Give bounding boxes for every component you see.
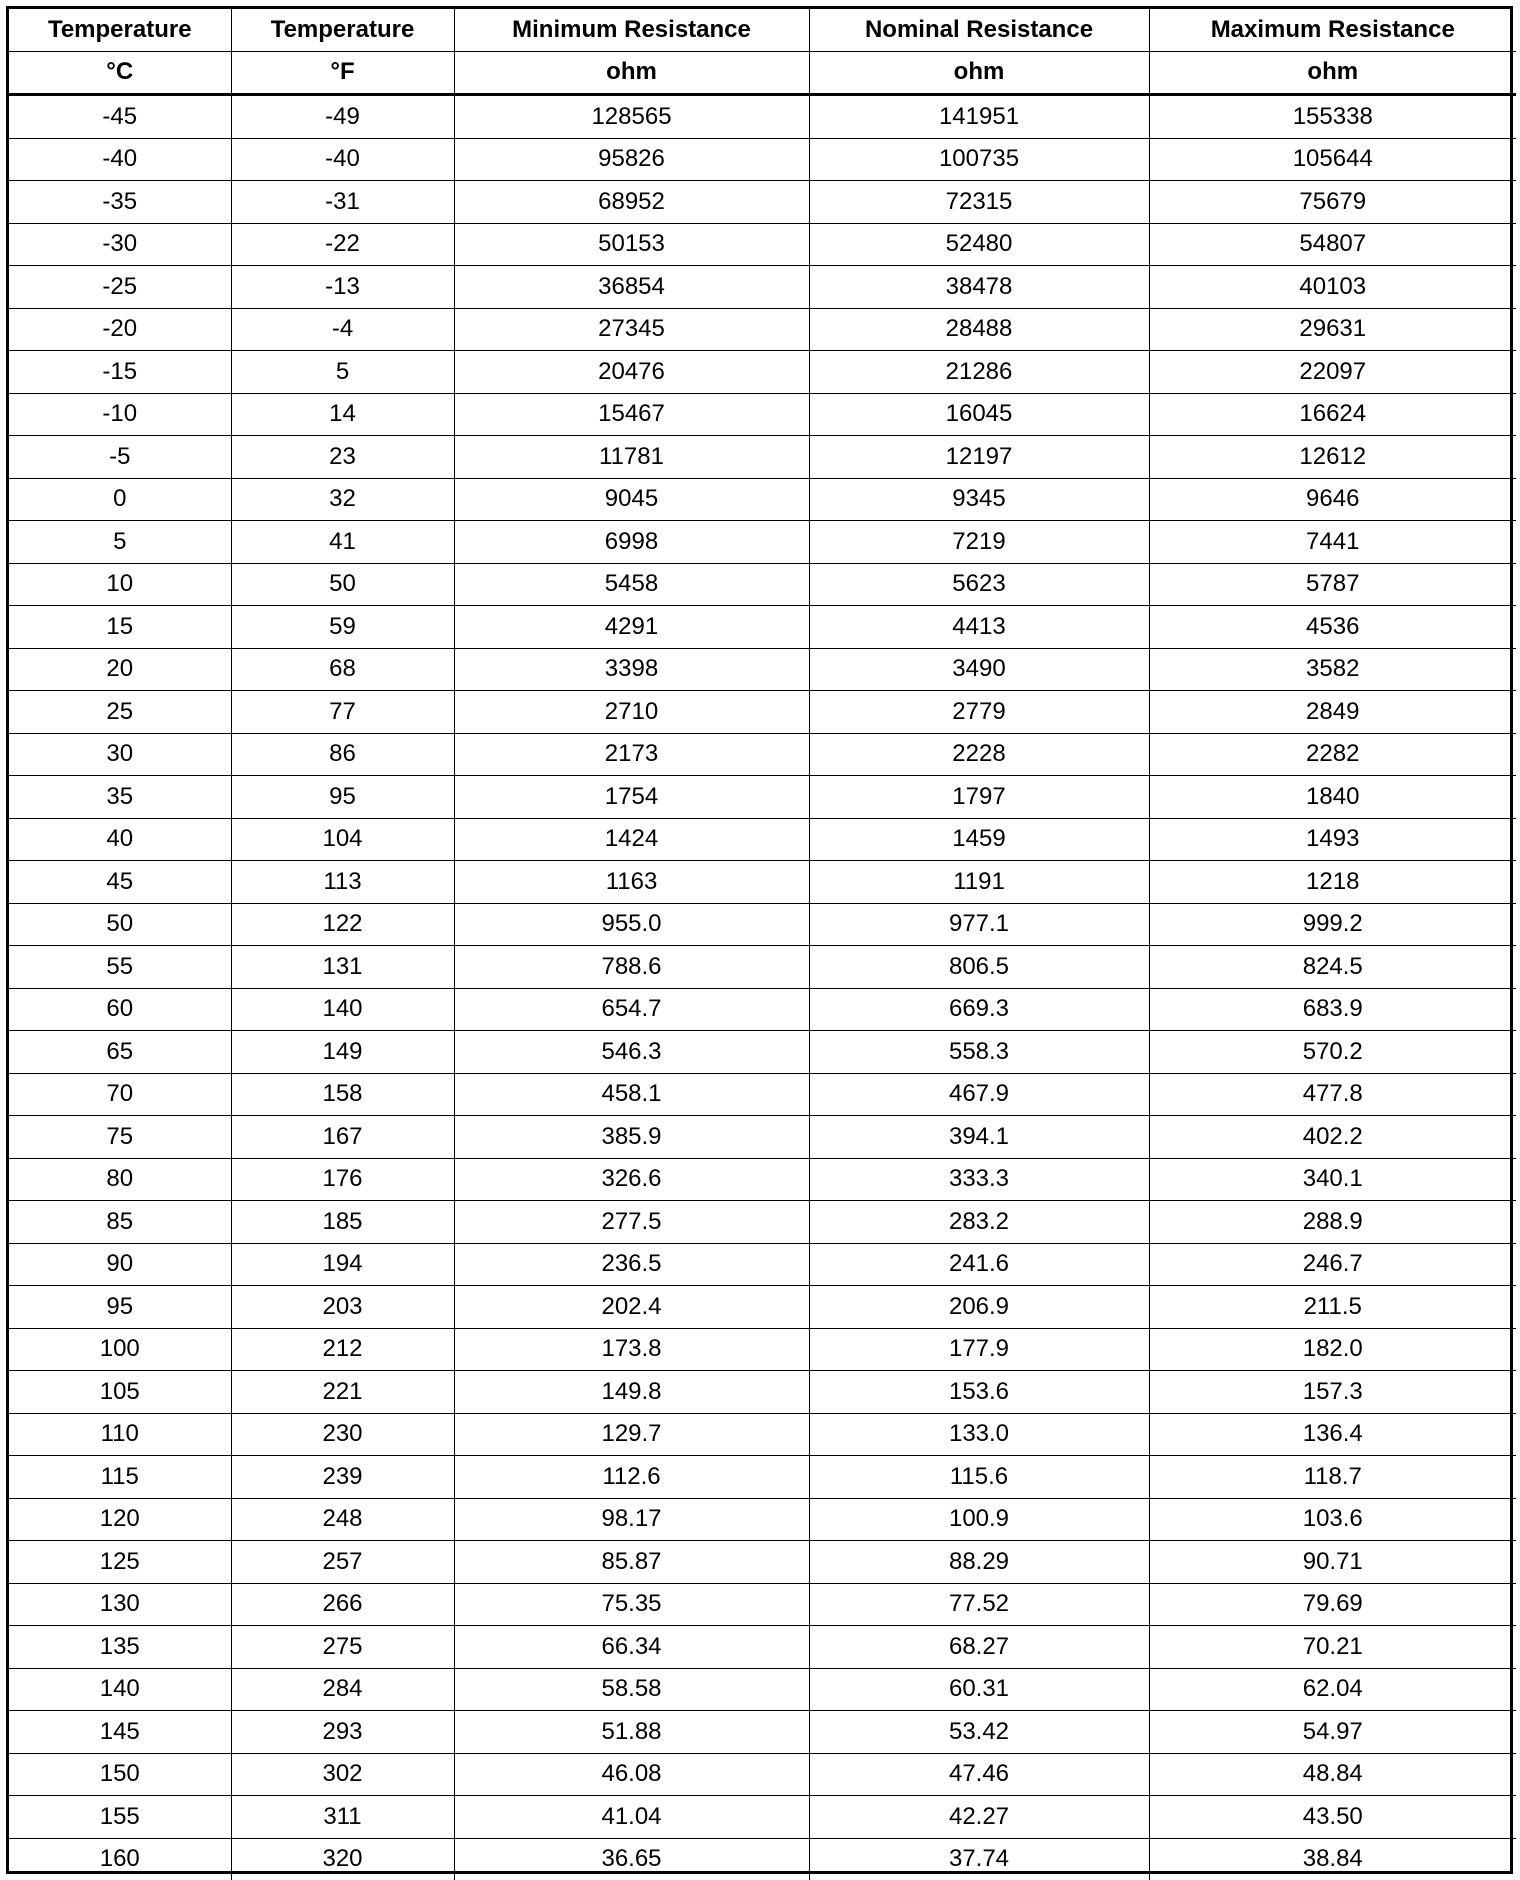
table-row (9, 1753, 1516, 1796)
table-row (9, 1286, 1516, 1329)
cell-temp-c: 35 (9, 776, 231, 819)
cell-nominal-resistance: 88.29 (809, 1541, 1149, 1584)
cell-max-resistance: 40103 (1149, 266, 1516, 309)
cell-max-resistance: 4536 (1149, 606, 1516, 649)
cell-temp-f: 320 (231, 1838, 454, 1880)
cell-nominal-resistance: 16045 (809, 393, 1149, 436)
cell-temp-c: -5 (9, 436, 231, 479)
cell-nominal-resistance: 133.0 (809, 1413, 1149, 1456)
cell-min-resistance: 149.8 (454, 1371, 809, 1414)
table-row (9, 691, 1516, 734)
cell-max-resistance: 7441 (1149, 521, 1516, 564)
cell-temp-c: -15 (9, 351, 231, 394)
cell-nominal-resistance: 53.42 (809, 1711, 1149, 1754)
table-row (9, 563, 1516, 606)
cell-max-resistance: 340.1 (1149, 1158, 1516, 1201)
cell-min-resistance: 36.65 (454, 1838, 809, 1880)
header-minimum-resistance: Minimum Resistance (454, 9, 809, 51)
cell-temp-c: 40 (9, 818, 231, 861)
cell-max-resistance: 3582 (1149, 648, 1516, 691)
cell-temp-f: 113 (231, 861, 454, 904)
cell-temp-f: 95 (231, 776, 454, 819)
cell-temp-f: 284 (231, 1668, 454, 1711)
cell-temp-c: 140 (9, 1668, 231, 1711)
cell-temp-f: 203 (231, 1286, 454, 1329)
cell-max-resistance: 48.84 (1149, 1753, 1516, 1796)
cell-temp-c: -20 (9, 308, 231, 351)
cell-nominal-resistance: 2228 (809, 733, 1149, 776)
table-row (9, 223, 1516, 266)
cell-max-resistance: 22097 (1149, 351, 1516, 394)
unit-celsius: °C (9, 51, 231, 95)
table-row (9, 733, 1516, 776)
cell-nominal-resistance: 12197 (809, 436, 1149, 479)
cell-temp-c: 150 (9, 1753, 231, 1796)
cell-temp-c: 145 (9, 1711, 231, 1754)
cell-max-resistance: 62.04 (1149, 1668, 1516, 1711)
cell-temp-f: 230 (231, 1413, 454, 1456)
cell-max-resistance: 2849 (1149, 691, 1516, 734)
cell-min-resistance: 5458 (454, 563, 809, 606)
cell-min-resistance: 50153 (454, 223, 809, 266)
cell-temp-f: 158 (231, 1073, 454, 1116)
unit-fahrenheit: °F (231, 51, 454, 95)
cell-min-resistance: 9045 (454, 478, 809, 521)
table-row (9, 1626, 1516, 1669)
cell-temp-f: 167 (231, 1116, 454, 1159)
cell-max-resistance: 16624 (1149, 393, 1516, 436)
cell-temp-f: 50 (231, 563, 454, 606)
cell-min-resistance: 546.3 (454, 1031, 809, 1074)
cell-min-resistance: 11781 (454, 436, 809, 479)
cell-temp-c: 95 (9, 1286, 231, 1329)
cell-nominal-resistance: 1459 (809, 818, 1149, 861)
cell-min-resistance: 66.34 (454, 1626, 809, 1669)
cell-max-resistance: 824.5 (1149, 946, 1516, 989)
table-row (9, 1073, 1516, 1116)
cell-max-resistance: 54807 (1149, 223, 1516, 266)
cell-temp-f: 302 (231, 1753, 454, 1796)
cell-temp-c: 50 (9, 903, 231, 946)
cell-min-resistance: 58.58 (454, 1668, 809, 1711)
cell-max-resistance: 12612 (1149, 436, 1516, 479)
table-row (9, 436, 1516, 479)
cell-temp-f: 68 (231, 648, 454, 691)
cell-max-resistance: 75679 (1149, 181, 1516, 224)
cell-temp-f: -22 (231, 223, 454, 266)
cell-min-resistance: 202.4 (454, 1286, 809, 1329)
table-header (9, 9, 1516, 95)
unit-row (9, 51, 1516, 95)
cell-temp-f: -13 (231, 266, 454, 309)
table-row (9, 988, 1516, 1031)
cell-temp-f: 293 (231, 1711, 454, 1754)
cell-temp-c: 85 (9, 1201, 231, 1244)
header-temperature-f: Temperature (231, 9, 454, 51)
cell-max-resistance: 1840 (1149, 776, 1516, 819)
table-row (9, 946, 1516, 989)
cell-nominal-resistance: 977.1 (809, 903, 1149, 946)
cell-temp-f: -49 (231, 95, 454, 139)
table-row (9, 1668, 1516, 1711)
cell-max-resistance: 136.4 (1149, 1413, 1516, 1456)
cell-temp-f: 140 (231, 988, 454, 1031)
cell-temp-f: -31 (231, 181, 454, 224)
unit-max-ohm: ohm (1149, 51, 1516, 95)
cell-max-resistance: 54.97 (1149, 1711, 1516, 1754)
cell-max-resistance: 999.2 (1149, 903, 1516, 946)
table-row (9, 1498, 1516, 1541)
cell-nominal-resistance: 28488 (809, 308, 1149, 351)
header-maximum-resistance: Maximum Resistance (1149, 9, 1516, 51)
cell-temp-f: 32 (231, 478, 454, 521)
cell-max-resistance: 157.3 (1149, 1371, 1516, 1414)
cell-temp-c: 155 (9, 1796, 231, 1839)
table-row (9, 478, 1516, 521)
cell-temp-f: 5 (231, 351, 454, 394)
cell-nominal-resistance: 1191 (809, 861, 1149, 904)
cell-temp-c: -30 (9, 223, 231, 266)
cell-max-resistance: 683.9 (1149, 988, 1516, 1031)
table-row (9, 393, 1516, 436)
cell-min-resistance: 1424 (454, 818, 809, 861)
cell-temp-c: 110 (9, 1413, 231, 1456)
cell-min-resistance: 112.6 (454, 1456, 809, 1499)
cell-max-resistance: 118.7 (1149, 1456, 1516, 1499)
cell-temp-c: 55 (9, 946, 231, 989)
table-row (9, 1328, 1516, 1371)
cell-temp-f: 14 (231, 393, 454, 436)
resistance-table-frame (6, 6, 1513, 1874)
table-row (9, 818, 1516, 861)
table-row (9, 351, 1516, 394)
cell-temp-c: 125 (9, 1541, 231, 1584)
table-row (9, 648, 1516, 691)
cell-nominal-resistance: 467.9 (809, 1073, 1149, 1116)
cell-nominal-resistance: 669.3 (809, 988, 1149, 1031)
cell-temp-f: 77 (231, 691, 454, 734)
cell-min-resistance: 3398 (454, 648, 809, 691)
cell-min-resistance: 15467 (454, 393, 809, 436)
cell-nominal-resistance: 5623 (809, 563, 1149, 606)
cell-temp-f: 122 (231, 903, 454, 946)
cell-min-resistance: 41.04 (454, 1796, 809, 1839)
cell-temp-c: -40 (9, 138, 231, 181)
cell-nominal-resistance: 100.9 (809, 1498, 1149, 1541)
cell-nominal-resistance: 394.1 (809, 1116, 1149, 1159)
cell-temp-c: -45 (9, 95, 231, 139)
cell-min-resistance: 27345 (454, 308, 809, 351)
cell-nominal-resistance: 1797 (809, 776, 1149, 819)
unit-nominal-ohm: ohm (809, 51, 1149, 95)
resistance-table (9, 9, 1516, 1880)
cell-max-resistance: 90.71 (1149, 1541, 1516, 1584)
cell-temp-f: 59 (231, 606, 454, 649)
cell-temp-c: 70 (9, 1073, 231, 1116)
table-row (9, 521, 1516, 564)
cell-temp-c: 135 (9, 1626, 231, 1669)
cell-temp-c: 45 (9, 861, 231, 904)
cell-temp-c: -25 (9, 266, 231, 309)
cell-max-resistance: 2282 (1149, 733, 1516, 776)
cell-temp-f: 248 (231, 1498, 454, 1541)
table-row (9, 266, 1516, 309)
cell-nominal-resistance: 153.6 (809, 1371, 1149, 1414)
cell-nominal-resistance: 37.74 (809, 1838, 1149, 1880)
cell-temp-c: 115 (9, 1456, 231, 1499)
cell-max-resistance: 288.9 (1149, 1201, 1516, 1244)
cell-temp-c: 20 (9, 648, 231, 691)
table-row (9, 861, 1516, 904)
table-row (9, 1838, 1516, 1880)
cell-min-resistance: 6998 (454, 521, 809, 564)
cell-min-resistance: 2173 (454, 733, 809, 776)
cell-max-resistance: 38.84 (1149, 1838, 1516, 1880)
cell-min-resistance: 98.17 (454, 1498, 809, 1541)
cell-nominal-resistance: 141951 (809, 95, 1149, 139)
cell-min-resistance: 1163 (454, 861, 809, 904)
cell-temp-f: -40 (231, 138, 454, 181)
cell-min-resistance: 129.7 (454, 1413, 809, 1456)
cell-temp-f: 41 (231, 521, 454, 564)
cell-temp-c: 80 (9, 1158, 231, 1201)
cell-nominal-resistance: 72315 (809, 181, 1149, 224)
cell-temp-c: 90 (9, 1243, 231, 1286)
cell-temp-c: 130 (9, 1583, 231, 1626)
cell-min-resistance: 458.1 (454, 1073, 809, 1116)
header-nominal-resistance: Nominal Resistance (809, 9, 1149, 51)
table-row (9, 308, 1516, 351)
cell-min-resistance: 654.7 (454, 988, 809, 1031)
cell-nominal-resistance: 100735 (809, 138, 1149, 181)
cell-min-resistance: 955.0 (454, 903, 809, 946)
cell-nominal-resistance: 47.46 (809, 1753, 1149, 1796)
cell-temp-f: 23 (231, 436, 454, 479)
cell-temp-f: 86 (231, 733, 454, 776)
table-row (9, 1158, 1516, 1201)
table-row (9, 1796, 1516, 1839)
cell-temp-c: 105 (9, 1371, 231, 1414)
table-row (9, 1031, 1516, 1074)
cell-min-resistance: 2710 (454, 691, 809, 734)
cell-min-resistance: 68952 (454, 181, 809, 224)
cell-temp-f: 104 (231, 818, 454, 861)
table-row (9, 1371, 1516, 1414)
table-row (9, 1413, 1516, 1456)
cell-min-resistance: 277.5 (454, 1201, 809, 1244)
cell-nominal-resistance: 206.9 (809, 1286, 1149, 1329)
table-row (9, 1201, 1516, 1244)
cell-max-resistance: 9646 (1149, 478, 1516, 521)
cell-nominal-resistance: 4413 (809, 606, 1149, 649)
cell-min-resistance: 75.35 (454, 1583, 809, 1626)
cell-max-resistance: 1493 (1149, 818, 1516, 861)
table-row (9, 1116, 1516, 1159)
cell-temp-c: -10 (9, 393, 231, 436)
cell-temp-f: 149 (231, 1031, 454, 1074)
cell-temp-c: 120 (9, 1498, 231, 1541)
cell-min-resistance: 128565 (454, 95, 809, 139)
cell-temp-c: 25 (9, 691, 231, 734)
cell-temp-f: 131 (231, 946, 454, 989)
table-row (9, 903, 1516, 946)
cell-temp-c: 30 (9, 733, 231, 776)
cell-max-resistance: 246.7 (1149, 1243, 1516, 1286)
cell-temp-f: 311 (231, 1796, 454, 1839)
cell-max-resistance: 43.50 (1149, 1796, 1516, 1839)
cell-max-resistance: 105644 (1149, 138, 1516, 181)
cell-temp-c: 100 (9, 1328, 231, 1371)
cell-min-resistance: 385.9 (454, 1116, 809, 1159)
cell-temp-f: 257 (231, 1541, 454, 1584)
cell-temp-c: 75 (9, 1116, 231, 1159)
cell-temp-f: 185 (231, 1201, 454, 1244)
table-row (9, 776, 1516, 819)
cell-min-resistance: 95826 (454, 138, 809, 181)
cell-nominal-resistance: 52480 (809, 223, 1149, 266)
cell-max-resistance: 103.6 (1149, 1498, 1516, 1541)
cell-temp-c: 65 (9, 1031, 231, 1074)
cell-nominal-resistance: 60.31 (809, 1668, 1149, 1711)
table-row (9, 1711, 1516, 1754)
header-row (9, 9, 1516, 51)
cell-min-resistance: 20476 (454, 351, 809, 394)
cell-nominal-resistance: 283.2 (809, 1201, 1149, 1244)
cell-temp-f: 239 (231, 1456, 454, 1499)
cell-nominal-resistance: 558.3 (809, 1031, 1149, 1074)
cell-temp-c: 5 (9, 521, 231, 564)
table-body (9, 95, 1516, 1880)
cell-max-resistance: 155338 (1149, 95, 1516, 139)
table-row (9, 1456, 1516, 1499)
cell-min-resistance: 51.88 (454, 1711, 809, 1754)
cell-nominal-resistance: 21286 (809, 351, 1149, 394)
cell-nominal-resistance: 38478 (809, 266, 1149, 309)
cell-temp-c: 160 (9, 1838, 231, 1880)
header-temperature-c: Temperature (9, 9, 231, 51)
cell-nominal-resistance: 3490 (809, 648, 1149, 691)
cell-nominal-resistance: 115.6 (809, 1456, 1149, 1499)
cell-max-resistance: 70.21 (1149, 1626, 1516, 1669)
cell-nominal-resistance: 177.9 (809, 1328, 1149, 1371)
cell-temp-f: 221 (231, 1371, 454, 1414)
cell-max-resistance: 29631 (1149, 308, 1516, 351)
cell-max-resistance: 1218 (1149, 861, 1516, 904)
cell-temp-c: 60 (9, 988, 231, 1031)
table-row (9, 95, 1516, 139)
cell-nominal-resistance: 806.5 (809, 946, 1149, 989)
cell-max-resistance: 182.0 (1149, 1328, 1516, 1371)
table-row (9, 1583, 1516, 1626)
cell-max-resistance: 570.2 (1149, 1031, 1516, 1074)
cell-temp-c: 0 (9, 478, 231, 521)
cell-temp-f: 194 (231, 1243, 454, 1286)
cell-temp-f: 266 (231, 1583, 454, 1626)
cell-min-resistance: 1754 (454, 776, 809, 819)
table-row (9, 181, 1516, 224)
cell-min-resistance: 788.6 (454, 946, 809, 989)
cell-nominal-resistance: 42.27 (809, 1796, 1149, 1839)
cell-max-resistance: 5787 (1149, 563, 1516, 606)
cell-min-resistance: 173.8 (454, 1328, 809, 1371)
table-row (9, 1243, 1516, 1286)
cell-max-resistance: 477.8 (1149, 1073, 1516, 1116)
cell-max-resistance: 402.2 (1149, 1116, 1516, 1159)
table-row (9, 1541, 1516, 1584)
cell-min-resistance: 46.08 (454, 1753, 809, 1796)
cell-nominal-resistance: 241.6 (809, 1243, 1149, 1286)
cell-max-resistance: 79.69 (1149, 1583, 1516, 1626)
cell-nominal-resistance: 333.3 (809, 1158, 1149, 1201)
cell-temp-c: -35 (9, 181, 231, 224)
cell-nominal-resistance: 9345 (809, 478, 1149, 521)
cell-min-resistance: 4291 (454, 606, 809, 649)
table-row (9, 138, 1516, 181)
unit-min-ohm: ohm (454, 51, 809, 95)
cell-min-resistance: 236.5 (454, 1243, 809, 1286)
cell-nominal-resistance: 77.52 (809, 1583, 1149, 1626)
cell-min-resistance: 36854 (454, 266, 809, 309)
cell-temp-f: -4 (231, 308, 454, 351)
cell-min-resistance: 326.6 (454, 1158, 809, 1201)
cell-temp-c: 15 (9, 606, 231, 649)
cell-temp-f: 275 (231, 1626, 454, 1669)
cell-temp-f: 176 (231, 1158, 454, 1201)
cell-nominal-resistance: 2779 (809, 691, 1149, 734)
table-row (9, 606, 1516, 649)
cell-temp-c: 10 (9, 563, 231, 606)
cell-nominal-resistance: 68.27 (809, 1626, 1149, 1669)
cell-temp-f: 212 (231, 1328, 454, 1371)
cell-nominal-resistance: 7219 (809, 521, 1149, 564)
cell-min-resistance: 85.87 (454, 1541, 809, 1584)
cell-max-resistance: 211.5 (1149, 1286, 1516, 1329)
